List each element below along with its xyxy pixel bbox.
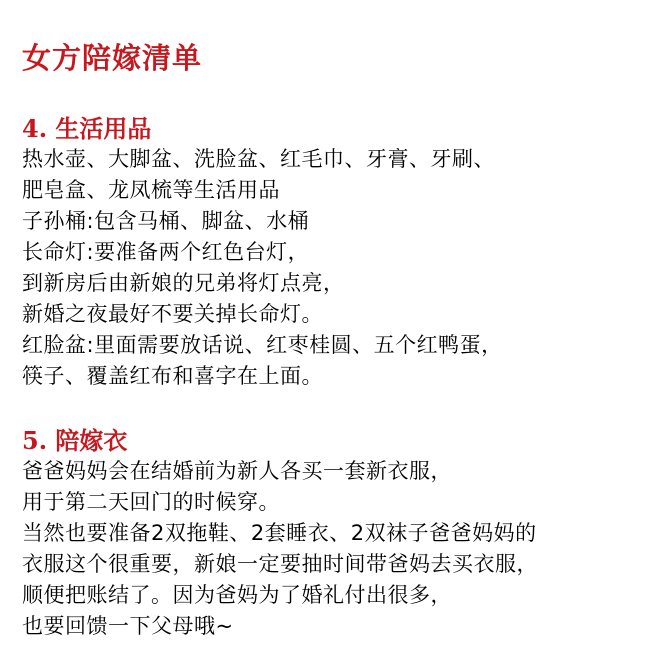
text-line: 当然也要准备2双拖鞋、2套睡衣、2双袜子爸爸妈妈的 xyxy=(22,521,537,545)
text-line: 新婚之夜最好不要关掉长命灯。 xyxy=(22,302,323,326)
section-dowry-clothes xyxy=(22,425,634,642)
section-heading: 5. 陪嫁衣 xyxy=(22,426,128,455)
text-line: 子孙桶:包含马桶、脚盆、水桶 xyxy=(22,209,310,233)
section-daily-items xyxy=(22,113,634,392)
text-line: 到新房后由新娘的兄弟将灯点亮， xyxy=(22,271,345,295)
text-line: 衣服这个很重要，新娘一定要抽时间带爸妈去买衣服， xyxy=(22,552,538,576)
text-line: 也要回馈一下父母哦~ xyxy=(22,614,234,638)
text-line: 顺便把账结了。因为爸妈为了婚礼付出很多， xyxy=(22,583,452,607)
text-line: 爸爸妈妈会在结婚前为新人各买一套新衣服， xyxy=(22,459,452,483)
text-line: 长命灯:要准备两个红色台灯， xyxy=(22,240,310,264)
text-line: 肥皂盒、龙凤梳等生活用品 xyxy=(22,178,280,202)
text-line: 用于第二天回门的时候穿。 xyxy=(22,490,280,514)
text-line: 热水壶、大脚盆、洗脸盆、红毛巾、牙膏、牙刷、 xyxy=(22,147,495,171)
text-line: 筷子、覆盖红布和喜字在上面。 xyxy=(22,364,323,388)
text-line: 红脸盆:里面需要放话说、红枣桂圆、五个红鸭蛋， xyxy=(22,333,503,357)
page-title: 女方陪嫁清单 xyxy=(22,41,203,75)
section-heading: 4. 生活用品 xyxy=(22,114,152,143)
